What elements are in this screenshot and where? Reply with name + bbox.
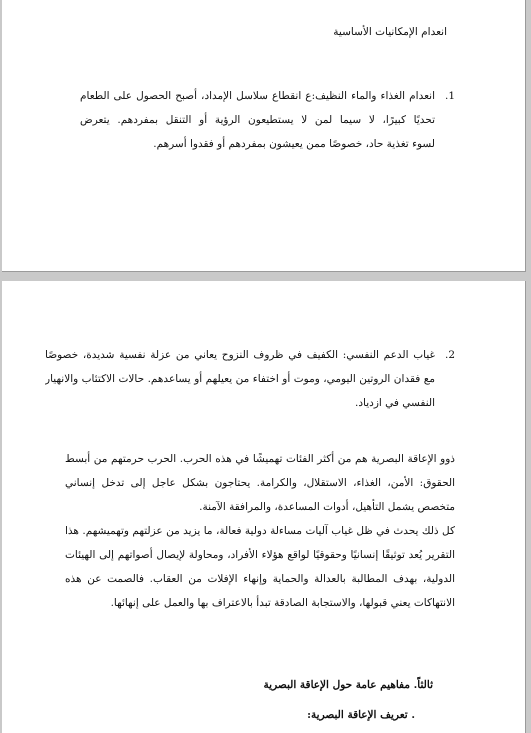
paragraph-1-line-3: متخصص يشمل التأهيل، أدوات المساعدة، والمرافقة الآمنة.: [199, 501, 455, 513]
paragraph-2-line-1: كل ذلك يحدث في ظل غياب آليات مساءلة دولية فعالة، ما يزيد من عزلتهم وتهميشهم. هذا: [65, 525, 455, 537]
paragraph-1-line-1: ذوو الإعاقة البصرية هم من أكثر الفئات تهميشًا في هذه الحرب. الحرب حرمتهم من أبسط: [65, 453, 455, 465]
paragraph-2-line-3: الدولية، بهدف المطالبة بالعدالة والحماية وإنهاء الإفلات من العقاب. فالصمت عن هذه: [65, 573, 455, 585]
paragraph-2-line-4: الانتهاكات يعني قبولها، والاستجابة الصادقة تبدأ بالاعتراف بها والعمل على إنهائها.: [110, 597, 455, 609]
item-1-line-2: تحديًا كبيرًا، لا سيما لمن لا يستطيعون الرؤية أو التنقل بمفردهم. يتعرض: [80, 114, 435, 126]
document-page-2: [2, 281, 526, 733]
paragraph-accountability: [65, 519, 455, 615]
item-2-line-2: مع فقدان الروتين اليومي، وموت أو اختفاء من يعيلهم أو يساعدهم. حالات الاكتئاب والانهيار: [45, 373, 435, 385]
section-heading-general-concepts: ثالثاً. مفاهيم عامة حول الإعاقة البصرية: [263, 679, 433, 691]
document-page-1: [2, 0, 526, 272]
section-title: [333, 20, 447, 44]
paragraph-2-line-2: التقرير يُعد توثيقًا إنسانيًا وحقوقيًا لواقع هؤلاء الأفراد، ومحاولة لإيصال أصواتهم إلى الهيئات: [65, 549, 455, 561]
item-number-2: 2.: [444, 349, 455, 361]
item-2-line-3: النفسي في ازدياد.: [355, 397, 435, 409]
section-title-text: انعدام الإمكانيات الأساسية: [333, 26, 447, 38]
item-1-line-1: انعدام الغذاء والماء النظيف:ع انقطاع سلاسل الإمداد، أصبح الحصول على الطعام: [80, 90, 435, 102]
item-number-1: 1.: [444, 90, 455, 102]
item-1-paragraph: [80, 84, 435, 156]
item-2-line-1: غياب الدعم النفسي: الكفيف في ظروف النزوح يعاني من عزلة نفسية شديدة، خصوصًا: [45, 349, 435, 361]
paragraph-1-line-2: الحقوق: الأمن، الغذاء، الاستقلال، والكرامة. يحتاجون بشكل عاجل إلى تدخل إنساني: [65, 477, 455, 489]
paragraph-marginalized-groups: [65, 447, 455, 519]
item-1-line-3: لسوء تغذية حاد، خصوصًا ممن يعيشون بمفردهم أو فقدوا أسرهم.: [153, 138, 435, 150]
subheading-definition: . تعريف الإعاقة البصرية:: [307, 709, 415, 721]
item-2-paragraph: [45, 343, 435, 415]
